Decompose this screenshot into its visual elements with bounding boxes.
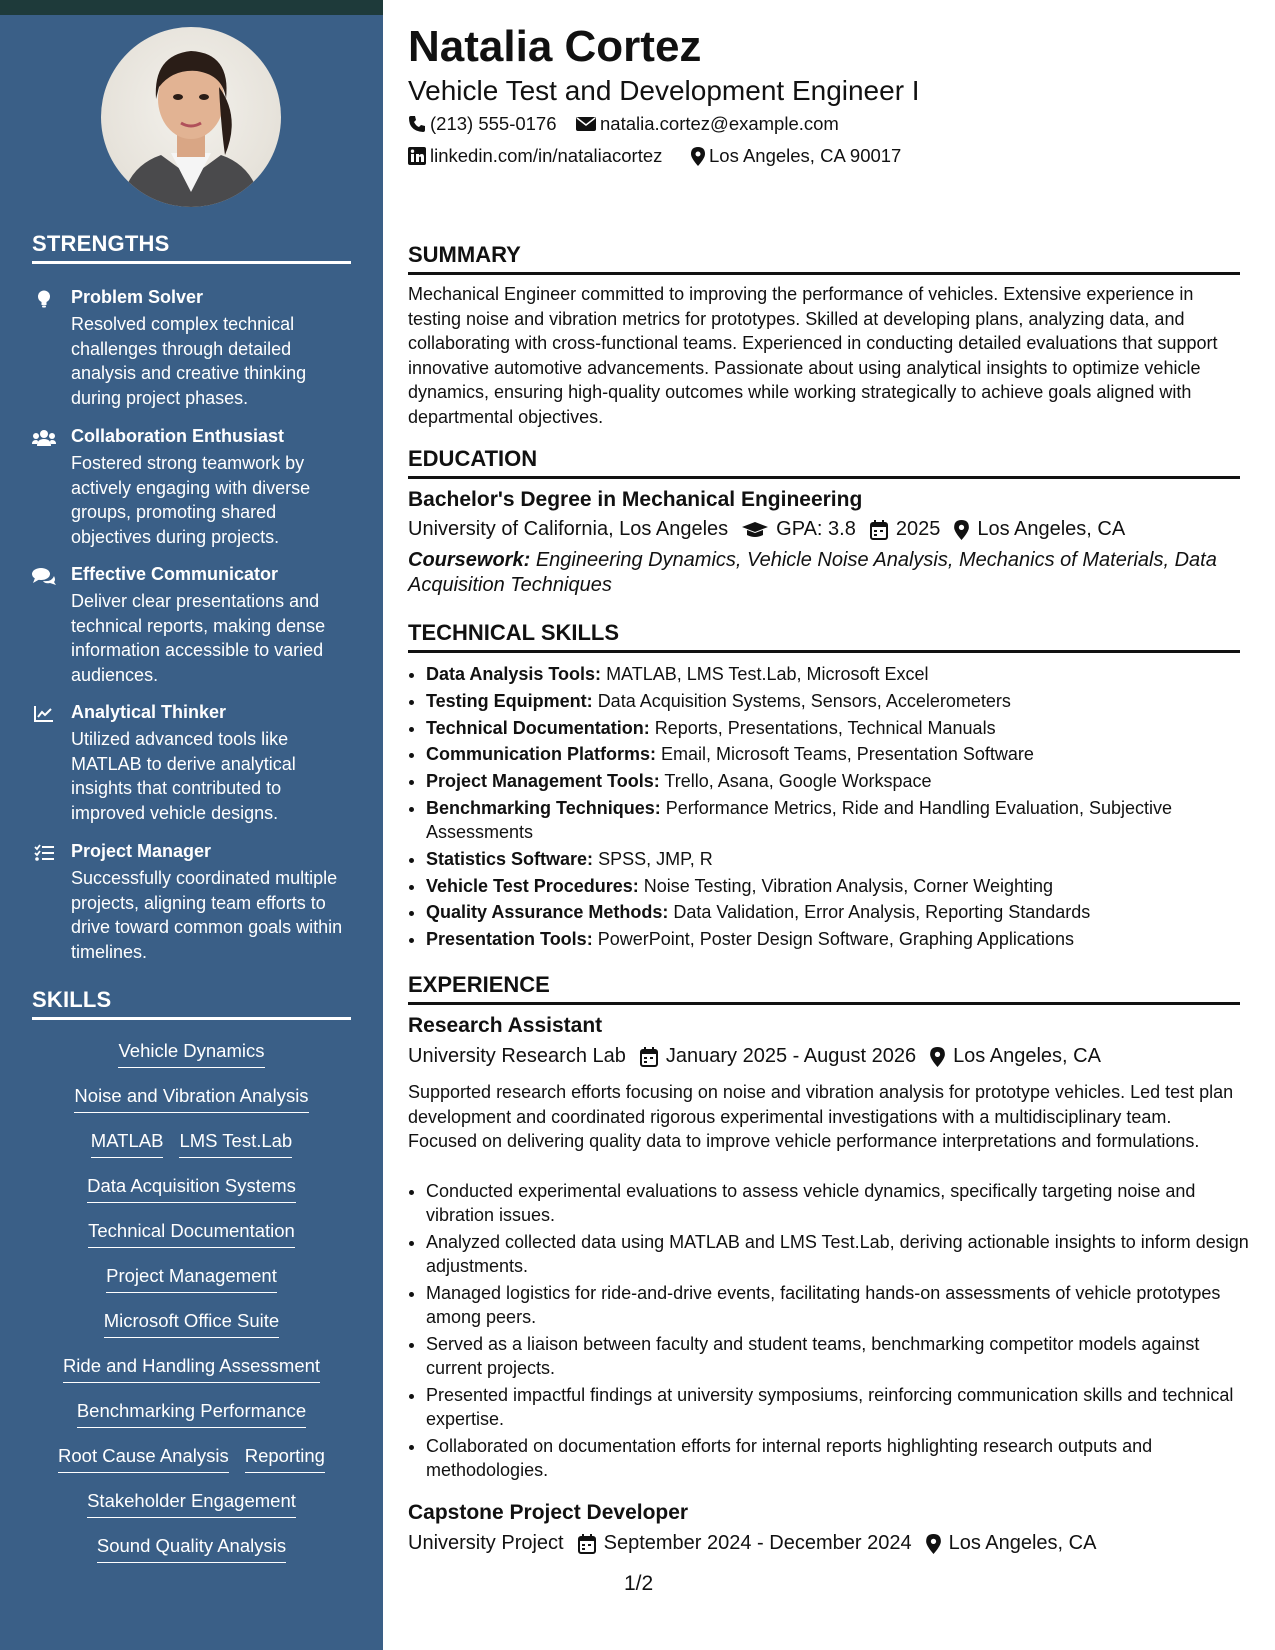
linkedin-contact[interactable] bbox=[408, 145, 662, 167]
skill-label: Communication Platforms: bbox=[426, 744, 657, 765]
job-title-capstone: Capstone Project Developer bbox=[408, 1501, 689, 1524]
skill-label: Project Management Tools: bbox=[426, 771, 660, 792]
skill-value: MATLAB, LMS Test.Lab, Microsoft Excel bbox=[606, 664, 929, 684]
list-item bbox=[426, 900, 1258, 924]
job-dates: September 2024 - December 2024 bbox=[603, 1532, 912, 1554]
calendar-icon bbox=[870, 520, 888, 540]
job-organization: University Project bbox=[408, 1532, 564, 1554]
calendar-icon bbox=[578, 1534, 596, 1554]
strength-title: Collaboration Enthusiast bbox=[71, 426, 285, 446]
skill-tag: MATLAB bbox=[91, 1130, 164, 1158]
skill-label: Presentation Tools: bbox=[426, 929, 593, 950]
candidate-name: Natalia Cortez bbox=[408, 22, 702, 71]
list-item: • Analyzed collected data using MATLAB and LMS Test.Lab, deriving actionable insights to inform design adjustments. bbox=[426, 1230, 1258, 1278]
coursework bbox=[408, 548, 1240, 597]
graduation-cap-icon bbox=[742, 521, 768, 539]
strength-title: Analytical Thinker bbox=[71, 702, 227, 722]
skill-tag: Vehicle Dynamics bbox=[118, 1040, 264, 1068]
list-item bbox=[426, 796, 1258, 844]
list-item bbox=[426, 716, 1258, 740]
skill-tag: Benchmarking Performance bbox=[77, 1400, 306, 1428]
skill-label: Technical Documentation: bbox=[426, 717, 650, 738]
education-heading: EDUCATION bbox=[408, 446, 1240, 479]
lightbulb-icon bbox=[32, 290, 56, 310]
skill-tag: Reporting bbox=[245, 1445, 325, 1473]
strength-description: Fostered strong teamwork by actively engaging with diverse groups, promoting shared objectives during projects. bbox=[71, 453, 311, 547]
list-item bbox=[426, 927, 1258, 951]
skill-tag: Technical Documentation bbox=[88, 1220, 295, 1248]
skill-label: Data Analysis Tools: bbox=[426, 664, 602, 684]
list-item: • Collaborated on documentation efforts for internal reports highlighting research outputs and methodologies. bbox=[426, 1434, 1258, 1482]
strength-title: Problem Solver bbox=[71, 287, 204, 307]
email-address[interactable]: natalia.cortez@example.com bbox=[600, 113, 839, 134]
skill-label: Vehicle Test Procedures: bbox=[426, 875, 639, 896]
list-item: • Presented impactful findings at university symposiums, reinforcing communication skills and technical expertise. bbox=[426, 1383, 1258, 1431]
strength-description: Successfully coordinated multiple projects, aligning team efforts to drive toward common goals within timelines. bbox=[71, 868, 343, 962]
job-details bbox=[408, 1045, 1101, 1068]
education-details bbox=[408, 518, 1125, 541]
strength-title: Project Manager bbox=[71, 841, 212, 861]
strength-description: Resolved complex technical challenges through detailed analysis and creative thinking during project phases. bbox=[71, 314, 307, 408]
skill-tag: Ride and Handling Assessment bbox=[63, 1355, 320, 1383]
users-icon bbox=[32, 429, 56, 449]
summary-text: Mechanical Engineer committed to improving the performance of vehicles. Extensive experience in testing noise and vibration metrics for prototypes. Skilled at developing plans, analyzing data, and collaborating with cross-functional teams. Experienced in conducting detailed evaluations that support innovative automotive advancements. Passionate about using analytical insights to optimize vehicle dynamics, ensuring high-quality outcomes while working strategically to achieve goals aligned with departmental objectives. bbox=[408, 284, 1218, 427]
strength-description: Deliver clear presentations and technical reports, making dense information accessible to varied audiences. bbox=[71, 591, 326, 685]
map-marker-icon bbox=[691, 147, 705, 166]
job-details bbox=[408, 1532, 1096, 1555]
skill-value: Performance Metrics, Ride and Handling Evaluation, Subjective Assessments bbox=[426, 797, 1172, 842]
map-marker-icon bbox=[930, 1047, 945, 1067]
map-marker-icon bbox=[954, 520, 969, 540]
degree-title: Bachelor's Degree in Mechanical Engineering bbox=[408, 488, 863, 511]
coursework-list: Engineering Dynamics, Vehicle Noise Analysis, Mechanics of Materials, Data Acquisition Techniques bbox=[408, 549, 1217, 596]
experience-heading: EXPERIENCE bbox=[408, 972, 1240, 1005]
skill-label: Statistics Software: bbox=[426, 848, 594, 869]
skill-label: Quality Assurance Methods: bbox=[426, 902, 669, 923]
sidebar-top-bar bbox=[0, 0, 383, 15]
job-organization: University Research Lab bbox=[408, 1045, 626, 1067]
list-item: • Managed logistics for ride-and-drive events, facilitating hands-on assessments of vehicle prototypes among peers. bbox=[426, 1281, 1258, 1329]
profile-photo bbox=[101, 27, 281, 207]
list-item bbox=[426, 874, 1258, 898]
skill-value: Data Validation, Error Analysis, Reporting Standards bbox=[673, 902, 1091, 923]
location-text: Los Angeles, CA 90017 bbox=[709, 145, 902, 166]
skill-tag: Stakeholder Engagement bbox=[87, 1490, 296, 1518]
list-item bbox=[426, 769, 1258, 793]
list-item: • Conducted experimental evaluations to assess vehicle dynamics, specifically targeting noise and vibration issues. bbox=[426, 1179, 1258, 1227]
list-item bbox=[426, 847, 1258, 871]
email-contact[interactable] bbox=[576, 113, 839, 135]
job-location: Los Angeles, CA bbox=[953, 1045, 1101, 1067]
technical-skills-list bbox=[408, 662, 1258, 954]
skill-value: Noise Testing, Vibration Analysis, Corner Weighting bbox=[643, 875, 1053, 896]
job-location: Los Angeles, CA bbox=[948, 1532, 1097, 1554]
sidebar bbox=[0, 0, 383, 1650]
phone-number: (213) 555-0176 bbox=[430, 113, 557, 134]
technical-skills-heading: TECHNICAL SKILLS bbox=[408, 620, 1240, 653]
summary-heading: SUMMARY bbox=[408, 242, 1240, 275]
list-item bbox=[426, 662, 1258, 686]
chart-line-icon bbox=[32, 705, 56, 725]
page-number: 1/2 bbox=[624, 1572, 654, 1595]
strength-title: Effective Communicator bbox=[71, 564, 279, 584]
skill-tag: Project Management bbox=[106, 1265, 277, 1293]
skill-value: Reports, Presentations, Technical Manuals bbox=[654, 717, 996, 738]
skill-tag: Sound Quality Analysis bbox=[97, 1535, 286, 1563]
linkedin-url[interactable]: linkedin.com/in/nataliacortez bbox=[430, 145, 663, 166]
skill-label: Benchmarking Techniques: bbox=[426, 797, 661, 818]
list-item bbox=[426, 742, 1258, 766]
skill-value: Email, Microsoft Teams, Presentation Software bbox=[661, 744, 1034, 765]
skills-heading: SKILLS bbox=[32, 987, 351, 1020]
skill-tag: Root Cause Analysis bbox=[58, 1445, 229, 1473]
location-contact bbox=[691, 145, 901, 167]
list-item bbox=[426, 689, 1258, 713]
phone-icon bbox=[408, 115, 426, 133]
job-title: Vehicle Test and Development Engineer I bbox=[408, 75, 920, 106]
education-location: Los Angeles, CA bbox=[977, 518, 1126, 540]
skill-tag: Data Acquisition Systems bbox=[87, 1175, 296, 1203]
skill-value: Data Acquisition Systems, Sensors, Accelerometers bbox=[597, 690, 1011, 711]
list-check-icon bbox=[32, 844, 56, 864]
envelope-icon bbox=[576, 116, 596, 132]
skill-value: PowerPoint, Poster Design Software, Graphing Applications bbox=[597, 929, 1074, 950]
strength-description: Utilized advanced tools like MATLAB to derive analytical insights that contributed to improved vehicle designs. bbox=[71, 729, 296, 823]
graduation-year: 2025 bbox=[895, 518, 941, 540]
job-bullets bbox=[408, 1179, 1258, 1485]
strengths-heading: STRENGTHS bbox=[32, 231, 351, 264]
job-title-research-assistant: Research Assistant bbox=[408, 1014, 603, 1037]
list-item: • Served as a liaison between faculty and student teams, benchmarking competitor models against current projects. bbox=[426, 1332, 1258, 1380]
linkedin-icon bbox=[408, 147, 426, 165]
phone-contact bbox=[408, 113, 557, 135]
calendar-icon bbox=[640, 1047, 658, 1067]
skill-label: Testing Equipment: bbox=[426, 690, 593, 711]
skill-tag: Noise and Vibration Analysis bbox=[74, 1085, 308, 1113]
coursework-label: Coursework: bbox=[408, 549, 531, 571]
skill-value: Trello, Asana, Google Workspace bbox=[664, 771, 932, 792]
comments-icon bbox=[32, 567, 56, 587]
gpa-text: GPA: 3.8 bbox=[776, 518, 856, 540]
job-summary: Supported research efforts focusing on noise and vibration analysis for prototype vehicles. Led test plan development and coordinated rigorous experimental investigations with a multidisciplinary team. Focused on delivering quality data to improve vehicle performance interpretations and formulations. bbox=[408, 1082, 1234, 1151]
skill-tag: LMS Test.Lab bbox=[179, 1130, 292, 1158]
job-dates: January 2025 - August 2026 bbox=[665, 1045, 917, 1067]
skill-value: SPSS, JMP, R bbox=[598, 848, 713, 869]
skill-tag: Microsoft Office Suite bbox=[104, 1310, 279, 1338]
map-marker-icon bbox=[926, 1534, 941, 1554]
school-name: University of California, Los Angeles bbox=[408, 518, 729, 540]
